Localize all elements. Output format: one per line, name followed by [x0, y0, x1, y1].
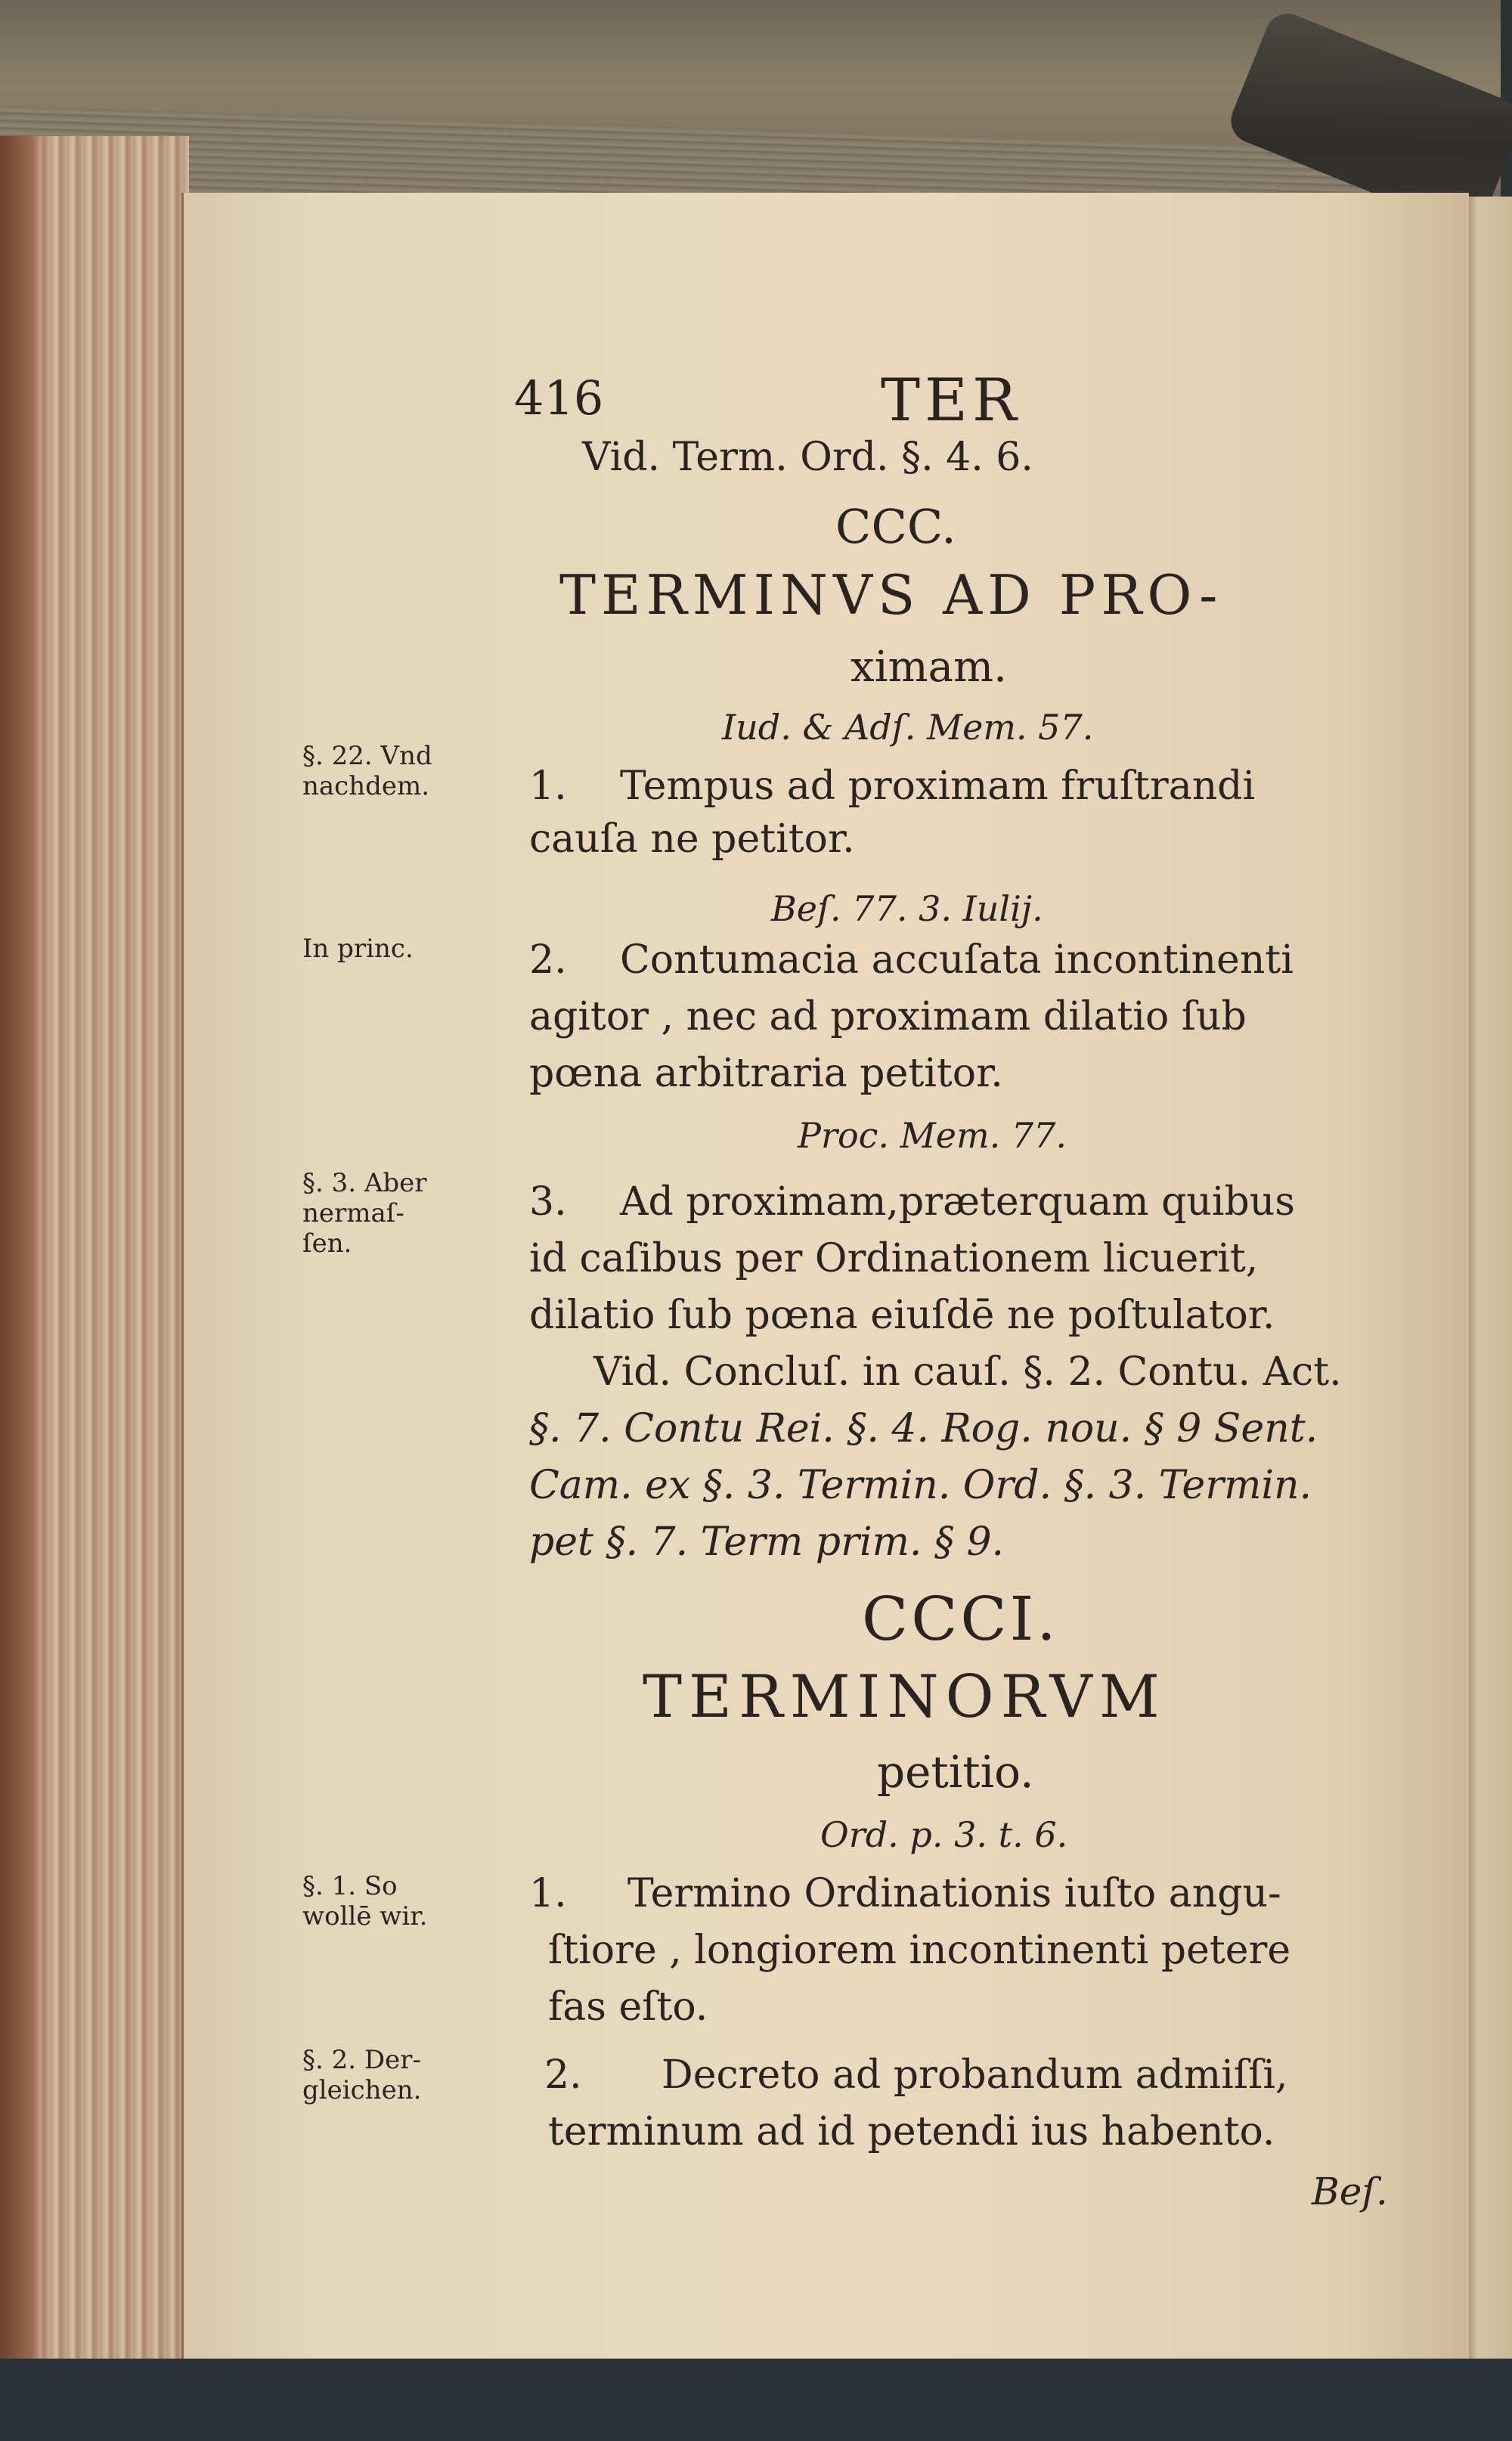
facing-page-edge — [1463, 197, 1512, 2381]
source-citation: Beſ. 77. 3. Iulij. — [771, 888, 1043, 929]
entry-number: 3. — [529, 1179, 567, 1225]
entry-number: 2. — [529, 937, 567, 983]
catchword: Beſ. — [1312, 2170, 1388, 2213]
cross-reference: Cam. ex §. 3. Termin. Ord. §. 3. Termin. — [529, 1463, 1312, 1508]
source-citation: Iud. & Adſ. Mem. 57. — [722, 707, 1094, 748]
entry-text: Ad proximam,præterquam quibus — [620, 1179, 1295, 1225]
entry-text: cauſa ne petitor. — [529, 816, 855, 862]
cross-reference: Vid. Concluſ. in cauſ. §. 2. Contu. Act. — [593, 1349, 1342, 1395]
reference-line: Vid. Term. Ord. §. 4. 6. — [582, 435, 1033, 480]
source-citation: Proc. Mem. 77. — [798, 1115, 1067, 1156]
entry-text: pœna arbitraria petitor. — [529, 1051, 1003, 1096]
entry-text: Termino Ordinationis iuſto angu- — [627, 1871, 1281, 1916]
entry-text: Contumacia accuſata incontinenti — [620, 937, 1294, 983]
section-title: TERMINVS AD PRO- — [559, 563, 1223, 627]
entry-text: agitor , nec ad proximam dilatio ſub — [529, 994, 1247, 1039]
entry-text: Decreto ad probandum admiſſi, — [662, 2052, 1288, 2098]
margin-note: §. 22. Vnd nachdem. — [302, 741, 432, 801]
margin-note: §. 1. So wollē wir. — [302, 1871, 428, 1931]
entry-number: 2. — [544, 2052, 582, 2098]
margin-note: §. 3. Aber nermaſ- ſen. — [302, 1168, 427, 1259]
entry-text: dilatio ſub pœna eiuſdē ne poſtulator. — [529, 1293, 1275, 1338]
binding-shadow — [0, 136, 45, 2366]
entry-text: id caſibus per Ordinationem licuerit, — [529, 1236, 1259, 1281]
entry-text: terminum ad id petendi ius habento. — [548, 2109, 1275, 2154]
entry-number: 1. — [529, 764, 567, 809]
source-citation: Ord. p. 3. t. 6. — [820, 1814, 1068, 1855]
cross-reference: §. 7. Contu Rei. §. 4. Rog. nou. § 9 Sent. — [529, 1406, 1318, 1451]
margin-note: §. 2. Der- gleichen. — [302, 2045, 422, 2105]
entry-text: fas eſto. — [548, 1984, 708, 2030]
section-title-cont: petitio. — [877, 1746, 1034, 1798]
page-number: 416 — [514, 370, 604, 426]
margin-note: In princ. — [302, 934, 414, 964]
cross-reference: pet §. 7. Term prim. § 9. — [529, 1519, 1005, 1565]
section-number: CCCI. — [862, 1584, 1059, 1654]
background-surface — [0, 2359, 1512, 2441]
section-number: CCC. — [835, 499, 956, 554]
running-head: TER — [881, 367, 1021, 435]
section-title: TERMINORVM — [643, 1663, 1167, 1731]
entry-number: 1. — [529, 1871, 567, 1916]
entry-text: ſtiore , longiorem incontinenti petere — [548, 1928, 1291, 1973]
entry-text: Tempus ad proximam fruſtrandi — [620, 764, 1256, 809]
section-title-cont: ximam. — [850, 643, 1007, 692]
